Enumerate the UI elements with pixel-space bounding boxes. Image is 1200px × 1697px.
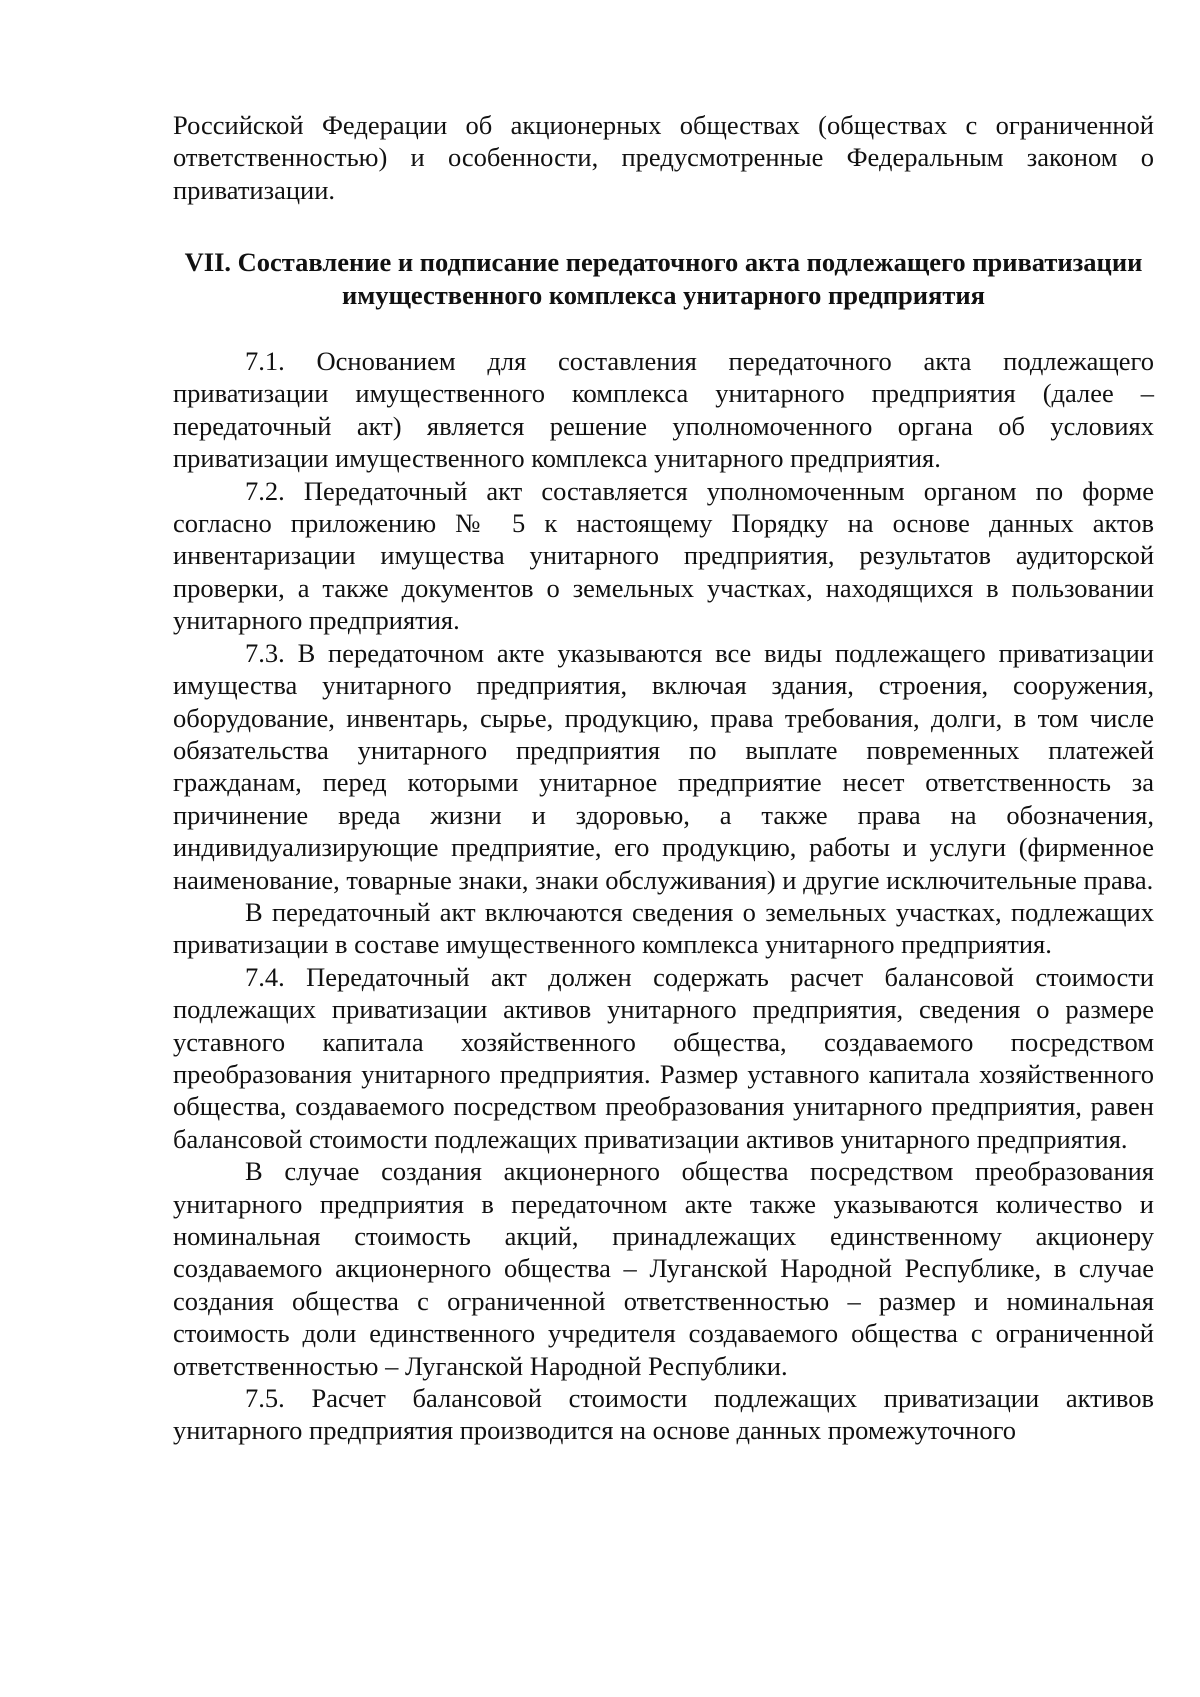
paragraph-7-3-land: В передаточный акт включаются сведения о земельных участках, подлежащих приватизации в составе имущественного комплекса унитарного предприятия. — [173, 896, 1154, 960]
paragraph-7-4: 7.4. Передаточный акт должен содержать расчет балансовой стоимости подлежащих приватизации активов унитарного предприятия, сведения о размере уставного капитала хозяйственного общества, создаваемого посредством преобразования унитарного предприятия. Размер уставного капитала хозяйственного общества, создаваемого посредством преобразования унитарного предприятия, равен балансовой стоимости подлежащих приватизации активов унитарного предприятия. — [173, 961, 1154, 1154]
document-page — [173, 109, 1154, 1447]
paragraph-7-3: 7.3. В передаточном акте указываются все виды подлежащего приватизации имущества унитарного предприятия, включая здания, строения, сооружения, оборудование, инвентарь, сырье, продукцию, права требования, долги, в том числе обязательства унитарного предприятия по выплате повременных платежей гражданам, перед которыми унитарное предприятие несет ответственность за причинение вреда жизни и здоровью, а также права на обозначения, индивидуализирующие предприятие, его продукцию, работы и услуги (фирменное наименование, товарные знаки, знаки обслуживания) и другие исключительные права. — [173, 637, 1154, 895]
paragraph-7-4-shares: В случае создания акционерного общества посредством преобразования унитарного предприятия в передаточном акте также указываются количество и номинальная стоимость акций, принадлежащих единственному акционеру создаваемого акционерного общества – Луганской Народной Республике, в случае создания общества с ограниченной ответственностью – размер и номинальная стоимость доли единственного учредителя создаваемого общества с ограниченной ответственностью – Луганской Народной Республики. — [173, 1156, 1154, 1381]
paragraph-7-2: 7.2. Передаточный акт составляется уполномоченным органом по форме согласно приложению № 5 к настоящему Порядку на основе данных актов инвентаризации имущества унитарного предприятия, результатов аудиторской проверки, а также документов о земельных участках, находящихся в пользовании унитарного предприятия. — [173, 475, 1154, 636]
intro-paragraph: Российской Федерации об акционерных обществах (обществах с ограниченной ответственностью) и особенности, предусмотренные Федеральным законом о приватизации. — [173, 110, 1154, 205]
section-heading: VII. Составление и подписание передаточного акта подлежащего приватизации имущественного комплекса унитарного предприятия — [184, 247, 1143, 310]
paragraph-7-1: 7.1. Основанием для составления передаточного акта подлежащего приватизации имущественного комплекса унитарного предприятия (далее – передаточный акт) является решение уполномоченного органа об условиях приватизации имущественного комплекса унитарного предприятия. — [173, 346, 1154, 474]
paragraph-7-5: 7.5. Расчет балансовой стоимости подлежащих приватизации активов унитарного предприятия производится на основе данных промежуточного — [173, 1383, 1154, 1446]
